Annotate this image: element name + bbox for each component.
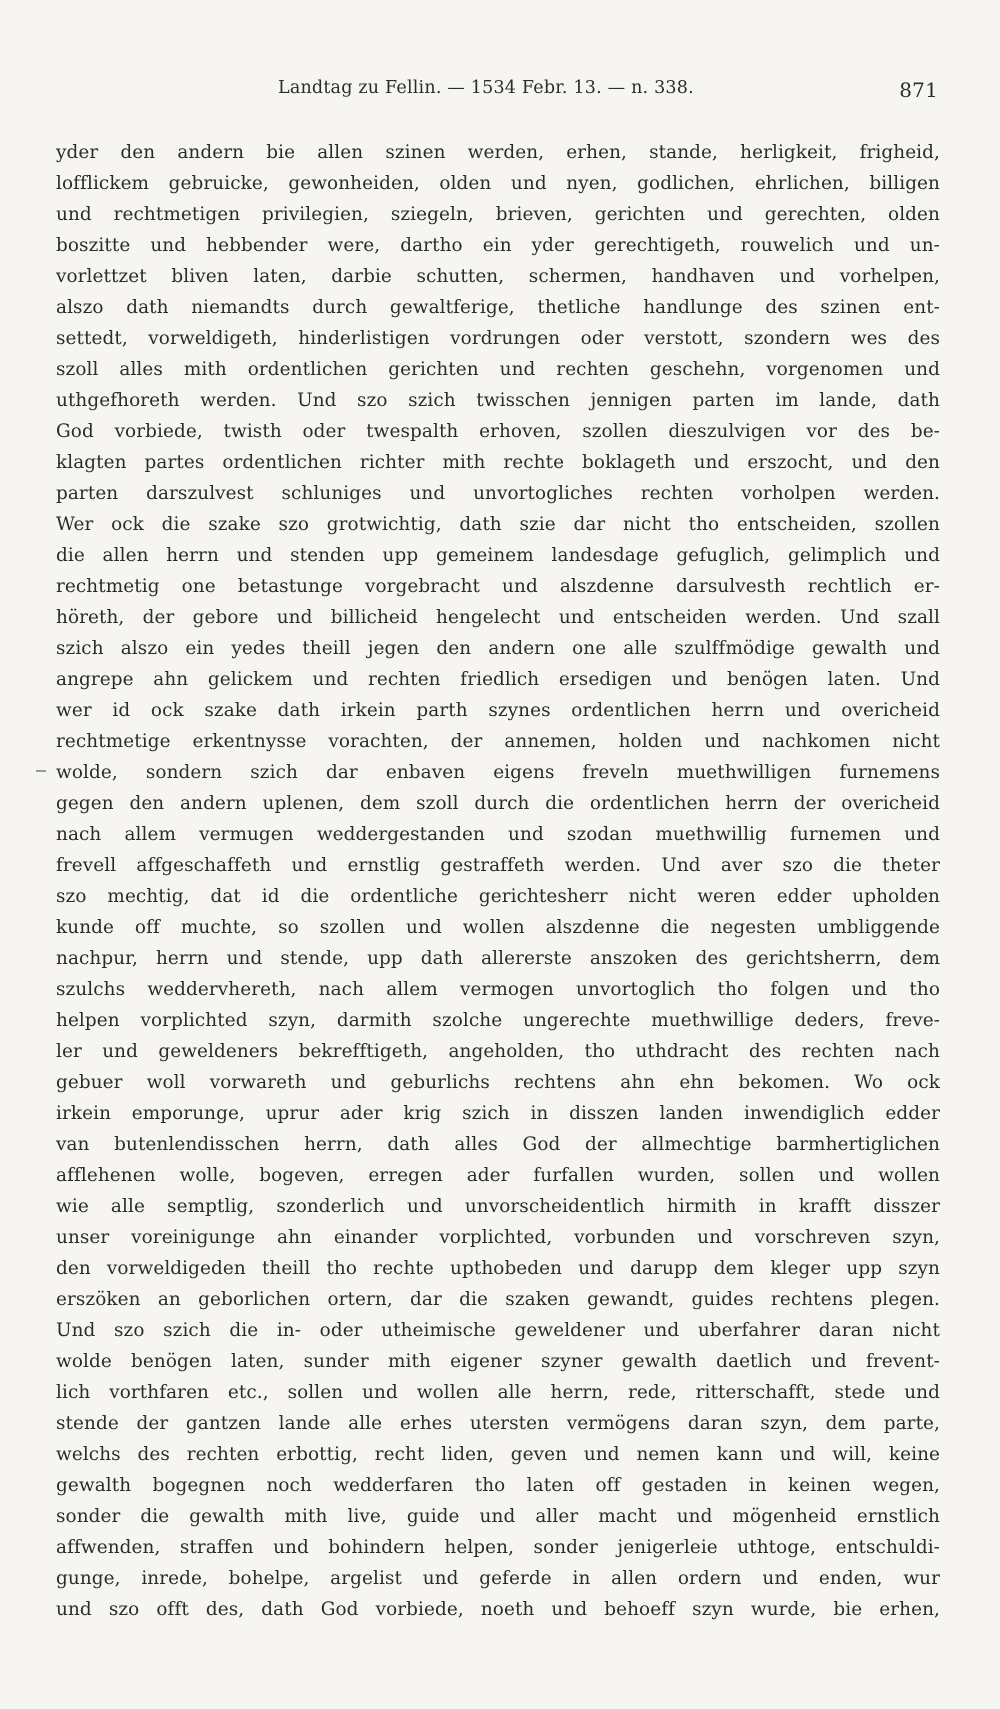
text-line: erszöken an geborlichen ortern, dar die szaken gewandt, guides rechtens plegen. [56, 1289, 940, 1310]
text-line: wer id ock szake dath irkein parth szynes ordentlichen herrn und overicheid [56, 700, 940, 721]
text-line: wolde, sondern szich dar enbaven eigens freveln muethwilligen furnemens [56, 762, 940, 783]
text-line: klagten partes ordentlichen richter mith rechte boklageth und erszocht, und den [56, 452, 940, 473]
text-line: van butenlendisschen herrn, dath alles God der allmechtige barmhertiglichen [56, 1134, 940, 1155]
text-line: nach allem vermugen weddergestanden und szodan muethwillig furnemen und [56, 824, 940, 845]
text-line: settedt, vorweldigeth, hinderlistigen vordrungen oder verstott, szondern wes des [56, 328, 940, 349]
text-line: szulchs weddervhereth, nach allem vermogen unvortoglich tho folgen und tho [56, 979, 940, 1000]
text-line: boszitte und hebbender were, dartho ein yder gerechtigeth, rouwelich und un- [56, 235, 940, 256]
text-line: afflehenen wolle, bogeven, erregen ader furfallen wurden, sollen und wollen [56, 1165, 940, 1186]
text-line: Wer ock die szake szo grotwichtig, dath szie dar nicht tho entscheiden, szollen [56, 514, 940, 535]
text-line: God vorbiede, twisth oder twespalth erhoven, szollen dieszulvigen vor des be- [56, 421, 940, 442]
page-number: 871 [899, 78, 938, 102]
text-line: uthgefhoreth werden. Und szo szich twisschen jennigen parten im lande, dath [56, 390, 940, 411]
text-line: nachpur, herrn und stende, upp dath allererste anszoken des gerichtsherrn, dem [56, 948, 940, 969]
text-line: wie alle semptlig, szonderlich und unvorscheidentlich hirmith in krafft disszer [56, 1196, 940, 1217]
text-line: die allen herrn und stenden upp gemeinem landesdage gefuglich, gelimplich und [56, 545, 940, 566]
text-line: und szo offt des, dath God vorbiede, noeth und behoeff szyn wurde, bie erhen, [56, 1599, 940, 1620]
text-line: lofflickem gebruicke, gewonheiden, olden und nyen, godlichen, ehrlichen, billigen [56, 173, 940, 194]
page-header [278, 78, 938, 108]
text-line: höreth, der gebore und billicheid hengelecht und entscheiden werden. Und szall [56, 607, 940, 628]
text-line: rechtmetige erkentnysse vorachten, der annemen, holden und nachkomen nicht [56, 731, 940, 752]
text-line: szoll alles mith ordentlichen gerichten und rechten geschehn, vorgenomen und [56, 359, 940, 380]
text-line: den vorweldigeden theill tho rechte upthobeden und darupp dem kleger upp szyn [56, 1258, 940, 1279]
text-line: sonder die gewalth mith live, guide und aller macht und mögenheid ernstlich [56, 1506, 940, 1527]
text-line: vorlettzet bliven laten, darbie schutten, schermen, handhaven und vorhelpen, [56, 266, 940, 287]
text-line: gunge, inrede, bohelpe, argelist und geferde in allen ordern und enden, wur [56, 1568, 940, 1589]
running-title: Landtag zu Fellin. — 1534 Febr. 13. — n. 338. [278, 78, 694, 98]
text-line: szich alszo ein yedes theill jegen den andern one alle szulffmödige gewalth und [56, 638, 940, 659]
text-line: affwenden, straffen und bohindern helpen, sonder jenigerleie uthtoge, entschuldi- [56, 1537, 940, 1558]
text-line: frevell affgeschaffeth und ernstlig gestraffeth werden. Und aver szo die theter [56, 855, 940, 876]
text-line: gegen den andern uplenen, dem szoll durch die ordentlichen herrn der overicheid [56, 793, 940, 814]
text-line: yder den andern bie allen szinen werden, erhen, stande, herligkeit, frigheid, [56, 142, 940, 163]
text-line: kunde off muchte, so szollen und wollen alszdenne die negesten umbliggende [56, 917, 940, 938]
text-line: rechtmetig one betastunge vorgebracht und alszdenne darsulvesth rechtlich er- [56, 576, 940, 597]
margin-mark [36, 770, 46, 772]
text-line: irkein emporunge, uprur ader krig szich in disszen landen inwendiglich edder [56, 1103, 940, 1124]
text-line: welchs des rechten erbottig, recht liden, geven und nemen kann und will, keine [56, 1444, 940, 1465]
text-line: helpen vorplichted szyn, darmith szolche ungerechte muethwillige deders, freve- [56, 1010, 940, 1031]
text-line: unser voreinigunge ahn einander vorplichted, vorbunden und vorschreven szyn, [56, 1227, 940, 1248]
text-line: Und szo szich die in- oder utheimische geweldener und uberfahrer daran nicht [56, 1320, 940, 1341]
text-line: stende der gantzen lande alle erhes utersten vermögens daran szyn, dem parte, [56, 1413, 940, 1434]
text-line: angrepe ahn gelickem und rechten friedlich ersedigen und benögen laten. Und [56, 669, 940, 690]
body-text [56, 137, 940, 1625]
text-line: lich vorthfaren etc., sollen und wollen alle herrn, rede, ritterschafft, stede und [56, 1382, 940, 1403]
text-line: und rechtmetigen privilegien, sziegeln, brieven, gerichten und gerechten, olden [56, 204, 940, 225]
text-line: szo mechtig, dat id die ordentliche gerichtesherr nicht weren edder upholden [56, 886, 940, 907]
text-line: wolde benögen laten, sunder mith eigener szyner gewalth daetlich und frevent- [56, 1351, 940, 1372]
text-line: ler und geweldeners bekrefftigeth, angeholden, tho uthdracht des rechten nach [56, 1041, 940, 1062]
text-line: alszo dath niemandts durch gewaltferige, thetliche handlunge des szinen ent- [56, 297, 940, 318]
text-line: gebuer woll vorwareth und geburlichs rechtens ahn ehn bekomen. Wo ock [56, 1072, 940, 1093]
text-line: parten darszulvest schluniges und unvortogliches rechten vorholpen werden. [56, 483, 940, 504]
text-line: gewalth bogegnen noch wedderfaren tho laten off gestaden in keinen wegen, [56, 1475, 940, 1496]
